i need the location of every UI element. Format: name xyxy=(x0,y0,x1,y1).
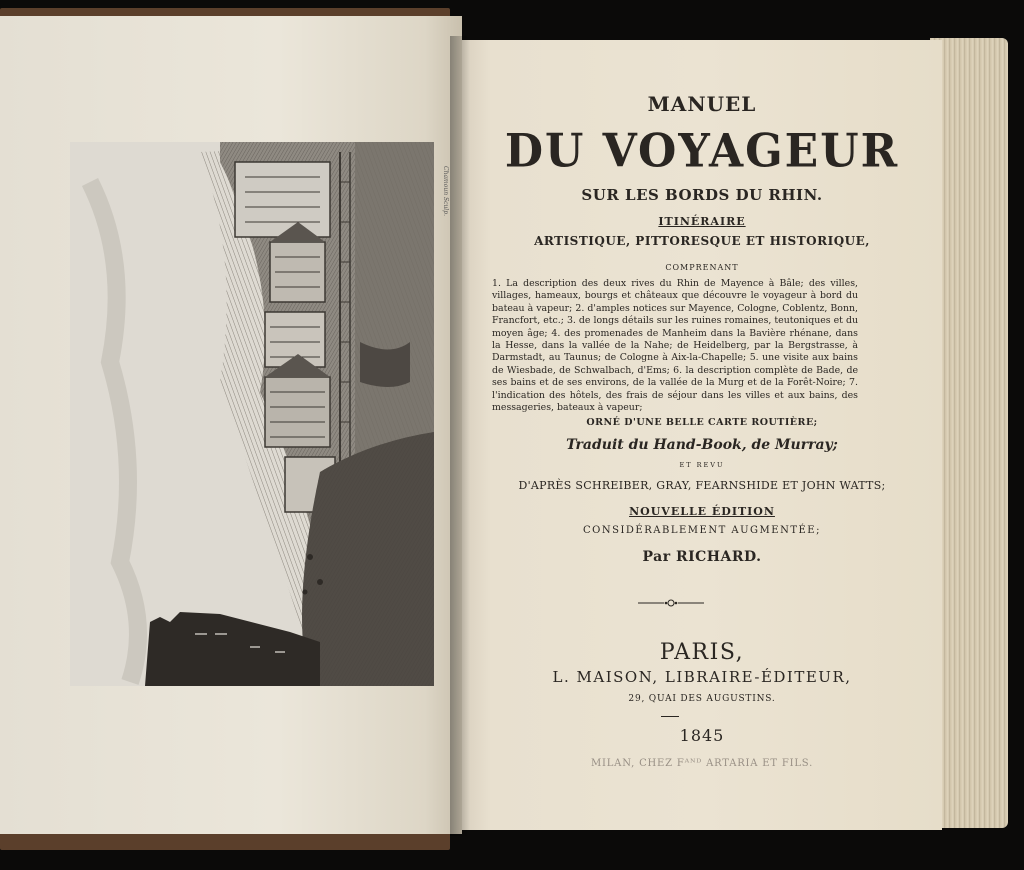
spine-shadow xyxy=(450,36,470,836)
address-line: 29, QUAI DES AUGUSTINS. xyxy=(628,694,776,704)
comprenant-line: COMPRENANT xyxy=(665,263,739,272)
itineraire-line: ITINÉRAIRE xyxy=(658,215,746,228)
milan-stamp: MILAN, CHEZ Fᴬᴺᴰ ARTARIA ET FILS. xyxy=(590,758,814,769)
author-line: Par RICHARD. xyxy=(642,549,762,565)
engraving-illustration xyxy=(70,142,434,686)
edition-line: NOUVELLE ÉDITION xyxy=(629,505,775,518)
left-page xyxy=(0,16,462,834)
title-manuel: MANUEL xyxy=(647,92,757,116)
main-title: DU VOYAGEUR xyxy=(504,124,900,179)
orne-line: ORNÉ D'UNE BELLE CARTE ROUTIÈRE; xyxy=(586,417,818,428)
publisher-line: L. MAISON, LIBRAIRE-ÉDITEUR, xyxy=(552,668,852,686)
engraver-credit: Chamoun Sculp. xyxy=(442,166,449,216)
artistique-line: ARTISTIQUE, PITTORESQUE ET HISTORIQUE, xyxy=(534,234,870,248)
frontispiece-engraving xyxy=(70,142,434,686)
dapres-line: D'APRÈS SCHREIBER, GRAY, FEARNSHIDE ET JOHN WATTS; xyxy=(518,479,886,492)
translation-line: Traduit du Hand-Book, de Murray; xyxy=(566,437,838,453)
city-line: PARIS, xyxy=(659,640,745,665)
year-rule xyxy=(661,716,679,717)
title-page xyxy=(462,40,942,830)
et-revu-line: ET REVU xyxy=(679,461,725,469)
augmented-line: CONSIDÉRABLEMENT AUGMENTÉE; xyxy=(583,525,821,536)
ornament-divider xyxy=(636,598,706,608)
contents-description: 1. La description des deux rives du Rhin de Mayence à Bâle; des villes, villages, hameaux, bourgs et châteaux que découvre le voyageur à bord du bateau à vapeur; 2. d'amples notices sur Mayence, Cologne, Coblentz, Bonn, Francfort, etc.; 3. de longs détails sur les ruines romaines, teutoniques et du moyen âge; 4. des promenades de Manheim dans la Bavière rhénane, dans la Hesse, dans la vallée de la Nahe; de Heidelberg, par la Bergstrasse, à Darmstadt, au Taunus; de Cologne à Aix-la-Chapelle; 5. une visite aux bains de Wiesbade, de Schwalbach, d'Ems; 6. la description complète de Bade, de ses bains et de ses environs, de la vallée de la Murg et de la Forêt-Noire; 7. l'indication des hôtels, des frais de séjour dans les villes et aux bains, des messageries, bateaux à vapeur; xyxy=(492,278,858,414)
year-line: 1845 xyxy=(679,726,725,745)
subtitle: SUR LES BORDS DU RHIN. xyxy=(581,186,823,204)
